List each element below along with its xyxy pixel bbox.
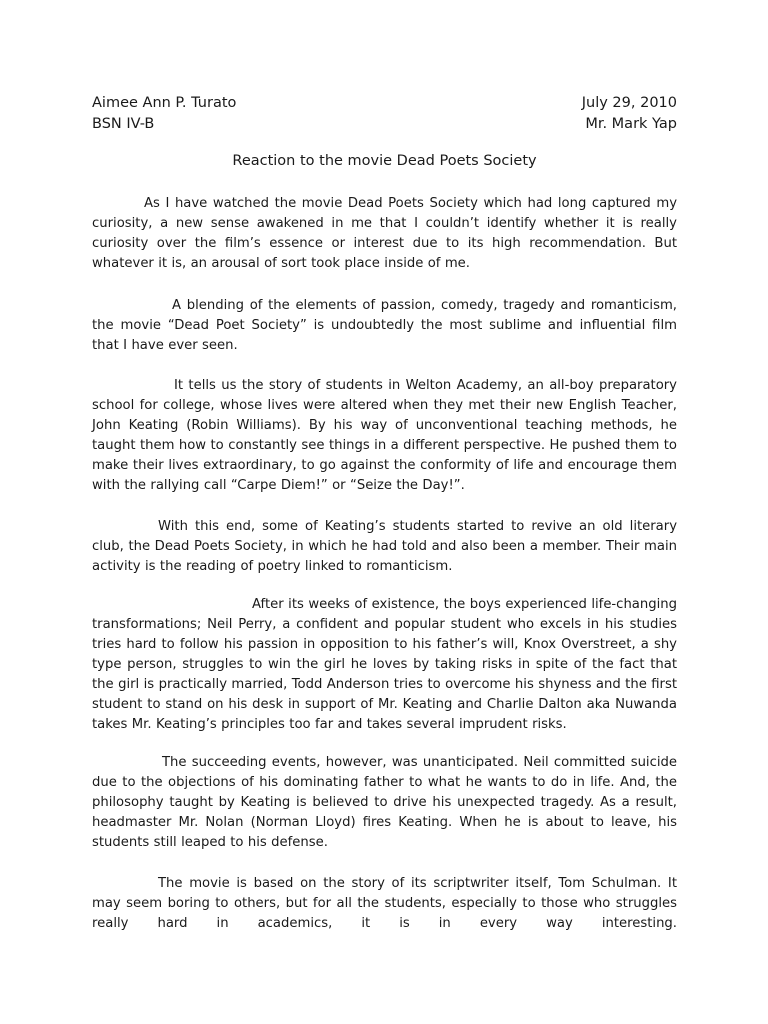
header-row-2: [92, 114, 677, 134]
paragraph-6: The succeeding events, however, was unanticipated. Neil committed suicide due to the objections of his dominating father to what he wants to do in life. And, the philosophy taught by Keating is believed to drive his unexpected tragedy. As a result, headmaster Mr. Nolan (Norman Lloyd) fires Keating. When he is about to leave, his students still leaped to his defense.: [92, 755, 677, 850]
paragraph-4: With this end, some of Keating’s students started to revive an old literary club, the Dead Poets Society, in which he had told and also been a member. Their main activity is the reading of poetry linked to romanticism.: [92, 519, 677, 574]
paragraph-7: The movie is based on the story of its scriptwriter itself, Tom Schulman. It may seem boring to others, but for all the students, especially to those who struggles really hard in academics, it is in every way interesting.: [92, 876, 677, 931]
paragraph-2: A blending of the elements of passion, comedy, tragedy and romanticism, the movie “Dead Poet Society” is undoubtedly the most sublime and influential film that I have ever seen.: [92, 298, 677, 353]
author-name: Aimee Ann P. Turato: [92, 95, 237, 111]
document-date: July 29, 2010: [581, 95, 677, 111]
paragraph-5: After its weeks of existence, the boys experienced life-changing transformations; Neil Perry, a confident and popular student who excels in his studies tries hard to follow his passion in opposition to his father’s will, Knox Overstreet, a shy type person, struggles to win the girl he loves by taking risks in spite of the fact that the girl is practically married, Todd Anderson tries to overcome his shyness and the first student to stand on his desk in support of Mr. Keating and Charlie Dalton aka Nuwanda takes Mr. Keating’s principles too far and takes several imprudent risks.: [92, 597, 677, 732]
paragraph-3: It tells us the story of students in Welton Academy, an all-boy preparatory school for college, whose lives were altered when they met their new English Teacher, John Keating (Robin Williams). By his way of unconventional teaching methods, he taught them how to constantly see things in a different perspective. He pushed them to make their lives extraordinary, to go against the conformity of life and encourage them with the rallying call “Carpe Diem!” or “Seize the Day!”.: [92, 378, 677, 493]
paragraph-1: As I have watched the movie Dead Poets Society which had long captured my curiosity, a new sense awakened in me that I couldn’t identify whether it is really curiosity over the film’s essence or interest due to its high recommendation. But whatever it is, an arousal of sort took place inside of me.: [92, 196, 677, 271]
header-row-1: [92, 93, 677, 113]
class-section: BSN IV-B: [92, 116, 155, 132]
instructor-name: Mr. Mark Yap: [585, 116, 677, 132]
document-title: Reaction to the movie Dead Poets Society: [232, 153, 537, 169]
